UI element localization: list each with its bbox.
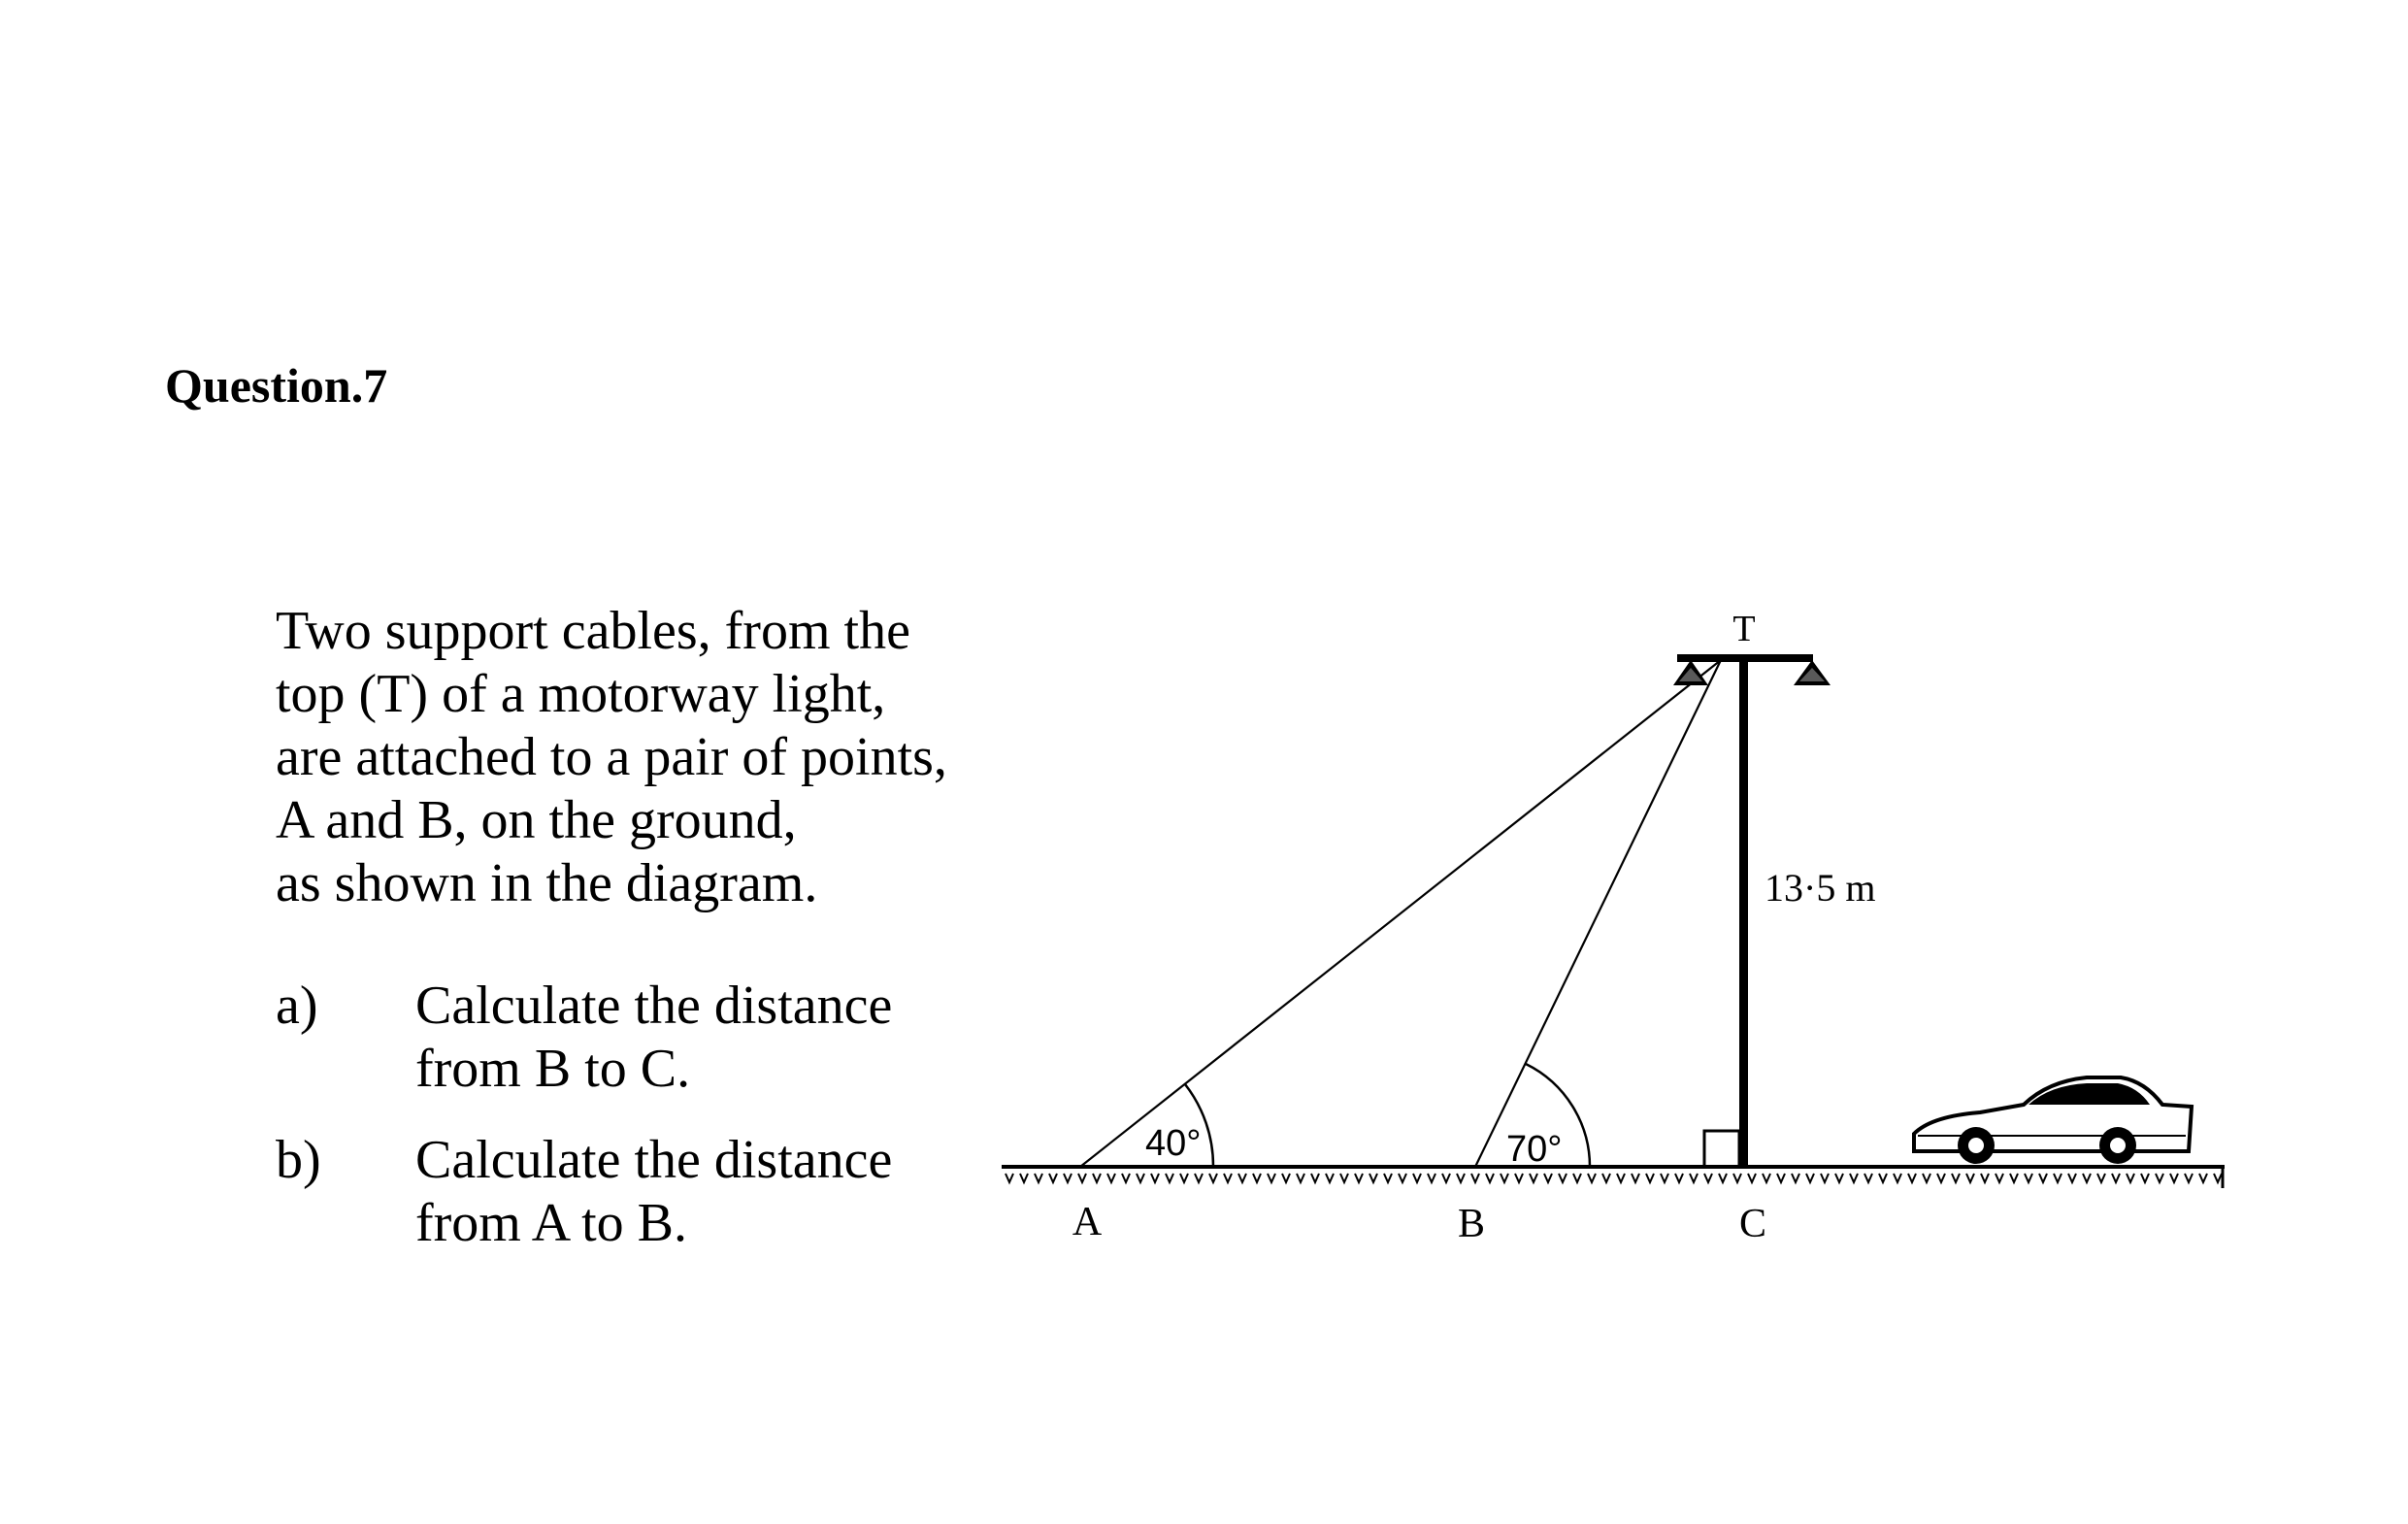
ground-hatch-mark	[1952, 1174, 1960, 1182]
part-b-line: Calculate the distance	[415, 1130, 893, 1190]
ground-hatch-mark	[1996, 1174, 2003, 1182]
ground-hatch-mark	[1151, 1174, 1159, 1182]
point-label-b: B	[1457, 1202, 1486, 1246]
ground-hatch-mark	[1530, 1174, 1537, 1182]
ground-hatch-mark	[1093, 1174, 1101, 1182]
ground-hatch-mark	[1559, 1174, 1567, 1182]
ground-hatch-mark	[1777, 1174, 1785, 1182]
ground-hatch-mark	[1355, 1174, 1363, 1182]
ground-hatch-mark	[1035, 1174, 1042, 1182]
ground-hatch-mark	[1311, 1174, 1319, 1182]
ground-hatch-mark	[2170, 1174, 2178, 1182]
ground-hatch-mark	[1806, 1174, 1814, 1182]
ground-hatch-mark	[2054, 1174, 2062, 1182]
ground-hatch-mark	[1879, 1174, 1887, 1182]
ground-hatch-mark	[1166, 1174, 1173, 1182]
ground-hatch-mark	[2025, 1174, 2032, 1182]
ground-hatch-mark	[1180, 1174, 1188, 1182]
part-a-line: Calculate the distance	[415, 976, 893, 1036]
part-b-label: b)	[276, 1130, 321, 1190]
ground-hatch-mark	[1399, 1174, 1406, 1182]
ground-hatch-mark	[1588, 1174, 1596, 1182]
ground-hatch-mark	[1894, 1174, 1901, 1182]
part-a-label: a)	[276, 976, 318, 1036]
car-icon	[1914, 1077, 2192, 1164]
ground-hatch-mark	[1515, 1174, 1523, 1182]
ground-hatch-mark	[1748, 1174, 1756, 1182]
ground-hatch-mark	[1792, 1174, 1799, 1182]
ground-hatch-mark	[1501, 1174, 1508, 1182]
ground-hatch-mark	[1617, 1174, 1625, 1182]
point-label-c: C	[1738, 1202, 1767, 1246]
ground-hatch-mark	[2083, 1174, 2091, 1182]
ground-hatch-mark	[1763, 1174, 1770, 1182]
height-label: 13·5 m	[1765, 866, 1876, 910]
ground-hatch-mark	[1297, 1174, 1304, 1182]
ground-hatch-mark	[1224, 1174, 1232, 1182]
ground-hatch-mark	[1661, 1174, 1668, 1182]
ground-hatch-mark	[1471, 1174, 1479, 1182]
ground-hatch-mark	[1923, 1174, 1930, 1182]
ground-hatch-mark	[1850, 1174, 1858, 1182]
motorway-light	[1673, 654, 1831, 1169]
question-heading: Question.7	[165, 358, 388, 413]
ground-hatch-mark	[1457, 1174, 1465, 1182]
ground-hatch-mark	[1006, 1174, 1013, 1182]
ground-hatch-mark	[1137, 1174, 1144, 1182]
ground-hatch-mark	[1078, 1174, 1086, 1182]
ground-hatch-mark	[2112, 1174, 2120, 1182]
part-a-line: from B to C.	[415, 1039, 691, 1099]
cable-a	[1080, 660, 1721, 1167]
ground-hatch-mark	[1340, 1174, 1348, 1182]
ground-hatch-mark	[1544, 1174, 1552, 1182]
point-label-a: A	[1072, 1200, 1103, 1244]
ground-hatch-mark	[1428, 1174, 1435, 1182]
ground-hatch-mark	[1675, 1174, 1683, 1182]
intro-line: as shown in the diagram.	[276, 853, 818, 913]
ground-hatch-mark	[2097, 1174, 2105, 1182]
ground-hatch-mark	[1442, 1174, 1450, 1182]
point-label-t: T	[1732, 609, 1756, 649]
ground-hatch-mark	[1209, 1174, 1217, 1182]
ground-hatch-mark	[1064, 1174, 1072, 1182]
ground-hatch-mark	[2068, 1174, 2076, 1182]
ground-hatch-mark	[1733, 1174, 1741, 1182]
ground-hatch-mark	[1573, 1174, 1581, 1182]
ground-hatch-mark	[2199, 1174, 2207, 1182]
intro-line: are attached to a pair of points,	[276, 727, 947, 787]
ground-hatch-mark	[1384, 1174, 1392, 1182]
ground-hatching	[1006, 1174, 2222, 1182]
ground-hatch-mark	[1107, 1174, 1115, 1182]
ground-hatch-mark	[2156, 1174, 2163, 1182]
ground-hatch-mark	[2127, 1174, 2134, 1182]
ground-hatch-mark	[1049, 1174, 1057, 1182]
ground-hatch-mark	[1937, 1174, 1945, 1182]
ground-hatch-mark	[2010, 1174, 2018, 1182]
cable-b	[1475, 660, 1721, 1167]
ground-hatch-mark	[1719, 1174, 1727, 1182]
ground-hatch-mark	[1238, 1174, 1246, 1182]
ground-hatch-mark	[1981, 1174, 1989, 1182]
ground-hatch-mark	[1602, 1174, 1610, 1182]
part-b-line: from A to B.	[415, 1193, 688, 1253]
ground-hatch-mark	[1835, 1174, 1843, 1182]
ground-hatch-mark	[1268, 1174, 1275, 1182]
ground-hatch-mark	[1646, 1174, 1654, 1182]
ground-hatch-mark	[1326, 1174, 1334, 1182]
ground-hatch-mark	[1632, 1174, 1639, 1182]
ground-hatch-mark	[1413, 1174, 1421, 1182]
angle-label-b: 70°	[1506, 1129, 1563, 1170]
ground-hatch-mark	[1122, 1174, 1130, 1182]
intro-line: top (T) of a motorway light,	[276, 664, 886, 724]
angle-label-a: 40°	[1145, 1123, 1202, 1164]
ground-hatch-mark	[1864, 1174, 1872, 1182]
ground-hatch-mark	[1908, 1174, 1916, 1182]
ground-hatch-mark	[1690, 1174, 1698, 1182]
ground-hatch-mark	[2214, 1174, 2222, 1182]
ground-hatch-mark	[1369, 1174, 1377, 1182]
ground-hatch-mark	[1020, 1174, 1028, 1182]
ground-hatch-mark	[2185, 1174, 2193, 1182]
ground-hatch-mark	[1195, 1174, 1203, 1182]
ground-hatch-mark	[1282, 1174, 1290, 1182]
ground-hatch-mark	[1486, 1174, 1494, 1182]
ground-hatch-mark	[2141, 1174, 2149, 1182]
ground-hatch-mark	[1704, 1174, 1712, 1182]
ground-hatch-mark	[2039, 1174, 2047, 1182]
intro-line: Two support cables, from the	[276, 601, 910, 661]
ground	[1002, 1167, 2225, 1188]
ground-hatch-mark	[1253, 1174, 1261, 1182]
intro-line: A and B, on the ground,	[276, 790, 797, 850]
ground-hatch-mark	[1821, 1174, 1829, 1182]
ground-hatch-mark	[1966, 1174, 1974, 1182]
